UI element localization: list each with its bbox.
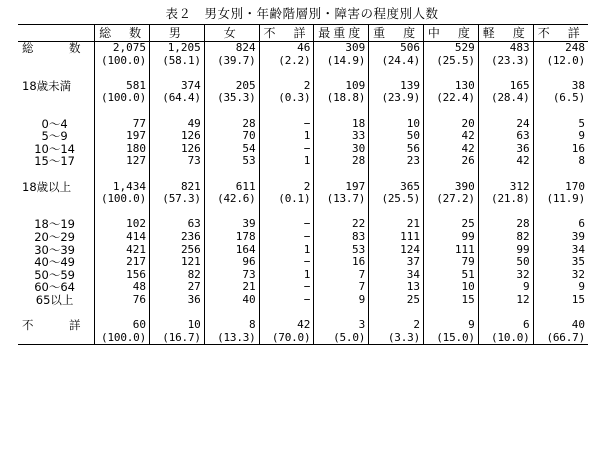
value-cell: −	[259, 294, 314, 307]
value-cell: 821	[150, 181, 205, 194]
percent-cell: (0.3)	[259, 92, 314, 105]
table-row-total-pct	[18, 55, 588, 68]
value-cell: 374	[150, 80, 205, 93]
value-cell: 9	[314, 294, 369, 307]
spacer-cell	[95, 206, 150, 219]
spacer-cell	[478, 105, 533, 118]
value-cell: −	[259, 281, 314, 294]
value-cell: 16	[533, 143, 588, 156]
percent-cell: (5.0)	[314, 332, 369, 345]
spacer-row	[18, 306, 588, 319]
spacer-cell	[95, 105, 150, 118]
table-title: 表２ 男女別・年齢階層別・障害の程度別人数	[165, 6, 439, 21]
row-label: 10～14	[34, 142, 75, 156]
value-cell: 23	[369, 155, 424, 168]
percent-cell: (100.0)	[95, 92, 150, 105]
spacer-cell	[259, 67, 314, 80]
spacer-cell	[369, 168, 424, 181]
percent-cell: (10.0)	[478, 332, 533, 345]
spacer-cell	[314, 105, 369, 118]
value-cell: 483	[478, 42, 533, 55]
value-cell: 217	[95, 256, 150, 269]
spacer-cell	[150, 306, 205, 319]
value-cell: 421	[95, 244, 150, 257]
percent-cell: (100.0)	[95, 332, 150, 345]
value-cell: 1,434	[95, 181, 150, 194]
value-cell: 24	[478, 118, 533, 131]
value-cell: 6	[478, 319, 533, 332]
percent-cell: (13.3)	[204, 332, 259, 345]
table-row-a65	[18, 294, 588, 307]
value-cell: −	[259, 231, 314, 244]
value-cell: 127	[95, 155, 150, 168]
table-row-a18_19	[18, 218, 588, 231]
value-cell: 121	[150, 256, 205, 269]
spacer-cell	[533, 105, 588, 118]
value-cell: 529	[424, 42, 479, 55]
row-label: 60～64	[34, 281, 75, 294]
value-cell: 506	[369, 42, 424, 55]
value-cell: 6	[533, 218, 588, 231]
percent-cell: (28.4)	[478, 92, 533, 105]
row-label-empty	[18, 332, 95, 345]
spacer-cell	[478, 168, 533, 181]
row-label: 50～59	[34, 268, 75, 282]
table-row-unknown	[18, 319, 588, 332]
value-cell: 27	[150, 281, 205, 294]
value-cell: 111	[369, 231, 424, 244]
value-cell: 82	[150, 269, 205, 282]
value-cell: 60	[95, 319, 150, 332]
value-cell: 197	[314, 181, 369, 194]
value-cell: 42	[424, 130, 479, 143]
table-row-under18-pct	[18, 92, 588, 105]
row-label: 18～19	[34, 218, 75, 231]
table-row-total	[18, 42, 588, 55]
value-cell: 164	[204, 244, 259, 257]
value-cell: 46	[259, 42, 314, 55]
spacer-cell	[259, 105, 314, 118]
value-cell: 8	[533, 155, 588, 168]
value-cell: 1	[259, 155, 314, 168]
spacer-cell	[95, 168, 150, 181]
percent-cell: (64.4)	[150, 92, 205, 105]
value-cell: 824	[204, 42, 259, 55]
spacer-cell	[18, 105, 95, 118]
value-cell: −	[259, 118, 314, 131]
value-cell: 15	[533, 294, 588, 307]
row-label: 15～17	[34, 155, 75, 168]
value-cell: 2	[369, 319, 424, 332]
header-degree-unknown: 不 詳	[533, 25, 588, 42]
value-cell: 9	[478, 281, 533, 294]
row-label: 18歳以上	[22, 180, 72, 194]
percent-cell: (14.9)	[314, 55, 369, 68]
value-cell: 79	[424, 256, 479, 269]
spacer-cell	[369, 306, 424, 319]
value-cell: 28	[478, 218, 533, 231]
spacer-row	[18, 206, 588, 219]
value-cell: 32	[533, 269, 588, 282]
value-cell: 28	[314, 155, 369, 168]
spacer-cell	[204, 67, 259, 80]
value-cell: −	[259, 143, 314, 156]
value-cell: 36	[150, 294, 205, 307]
value-cell: 49	[150, 118, 205, 131]
header-sex-unknown: 不 詳	[259, 25, 314, 42]
statistics-table	[18, 24, 588, 345]
spacer-cell	[150, 168, 205, 181]
value-cell: 156	[95, 269, 150, 282]
value-cell: 35	[533, 256, 588, 269]
spacer-cell	[369, 105, 424, 118]
spacer-cell	[424, 206, 479, 219]
value-cell: 1,205	[150, 42, 205, 55]
value-cell: 82	[478, 231, 533, 244]
spacer-cell	[204, 105, 259, 118]
value-cell: −	[259, 218, 314, 231]
corner-cell	[18, 25, 95, 42]
table-row-over18	[18, 181, 588, 194]
value-cell: 126	[150, 143, 205, 156]
percent-cell: (24.4)	[369, 55, 424, 68]
spacer-cell	[259, 168, 314, 181]
value-cell: 109	[314, 80, 369, 93]
value-cell: 180	[95, 143, 150, 156]
row-label: 不 詳	[22, 319, 93, 332]
value-cell: 126	[150, 130, 205, 143]
spacer-cell	[369, 206, 424, 219]
value-cell: 42	[478, 155, 533, 168]
value-cell: 73	[150, 155, 205, 168]
value-cell: 15	[424, 294, 479, 307]
value-cell: 3	[314, 319, 369, 332]
spacer-cell	[478, 306, 533, 319]
value-cell: 77	[95, 118, 150, 131]
value-cell: 48	[95, 281, 150, 294]
value-cell: 39	[204, 218, 259, 231]
table-row-u0_4	[18, 118, 588, 131]
value-cell: 139	[369, 80, 424, 93]
table-row-a50_59	[18, 269, 588, 282]
value-cell: 39	[533, 231, 588, 244]
value-cell: 56	[369, 143, 424, 156]
value-cell: 111	[424, 244, 479, 257]
spacer-cell	[369, 67, 424, 80]
spacer-row	[18, 67, 588, 80]
spacer-cell	[314, 67, 369, 80]
value-cell: 42	[259, 319, 314, 332]
spacer-cell	[95, 306, 150, 319]
value-cell: 50	[369, 130, 424, 143]
spacer-cell	[533, 206, 588, 219]
value-cell: 10	[150, 319, 205, 332]
value-cell: 26	[424, 155, 479, 168]
value-cell: 102	[95, 218, 150, 231]
spacer-cell	[150, 67, 205, 80]
table-row-over18-pct	[18, 193, 588, 206]
value-cell: 178	[204, 231, 259, 244]
percent-cell: (35.3)	[204, 92, 259, 105]
spacer-row	[18, 105, 588, 118]
value-cell: 21	[204, 281, 259, 294]
value-cell: 40	[204, 294, 259, 307]
percent-cell: (23.3)	[478, 55, 533, 68]
value-cell: 63	[478, 130, 533, 143]
spacer-cell	[533, 306, 588, 319]
percent-cell: (6.5)	[533, 92, 588, 105]
percent-cell: (27.2)	[424, 193, 479, 206]
value-cell: 8	[204, 319, 259, 332]
value-cell: −	[259, 256, 314, 269]
percent-cell: (100.0)	[95, 193, 150, 206]
value-cell: 73	[204, 269, 259, 282]
value-cell: 16	[314, 256, 369, 269]
percent-cell: (12.0)	[533, 55, 588, 68]
value-cell: 312	[478, 181, 533, 194]
percent-cell: (66.7)	[533, 332, 588, 345]
percent-cell: (16.7)	[150, 332, 205, 345]
spacer-cell	[18, 168, 95, 181]
value-cell: 256	[150, 244, 205, 257]
row-label: 20～29	[34, 230, 75, 244]
value-cell: 99	[424, 231, 479, 244]
value-cell: 40	[533, 319, 588, 332]
header-row	[18, 25, 588, 42]
value-cell: 414	[95, 231, 150, 244]
table-row-u10_14	[18, 143, 588, 156]
spacer-cell	[18, 67, 95, 80]
value-cell: 236	[150, 231, 205, 244]
value-cell: 9	[424, 319, 479, 332]
table-row-a20_29	[18, 231, 588, 244]
value-cell: 70	[204, 130, 259, 143]
value-cell: 165	[478, 80, 533, 93]
header-total: 総 数	[95, 25, 150, 42]
row-label-empty	[18, 55, 95, 68]
value-cell: 96	[204, 256, 259, 269]
value-cell: 309	[314, 42, 369, 55]
value-cell: 25	[369, 294, 424, 307]
spacer-cell	[533, 168, 588, 181]
spacer-cell	[314, 306, 369, 319]
value-cell: 12	[478, 294, 533, 307]
value-cell: 20	[424, 118, 479, 131]
value-cell: 28	[204, 118, 259, 131]
header-female: 女	[204, 25, 259, 42]
value-cell: 33	[314, 130, 369, 143]
percent-cell: (13.7)	[314, 193, 369, 206]
value-cell: 7	[314, 269, 369, 282]
value-cell: 1	[259, 269, 314, 282]
value-cell: 170	[533, 181, 588, 194]
percent-cell: (2.2)	[259, 55, 314, 68]
row-label-empty	[18, 193, 95, 206]
spacer-cell	[18, 306, 95, 319]
table-row-under18	[18, 80, 588, 93]
spacer-cell	[150, 206, 205, 219]
spacer-row	[18, 168, 588, 181]
percent-cell: (57.3)	[150, 193, 205, 206]
percent-cell: (23.9)	[369, 92, 424, 105]
spacer-cell	[204, 306, 259, 319]
spacer-cell	[259, 206, 314, 219]
value-cell: 25	[424, 218, 479, 231]
value-cell: 9	[533, 130, 588, 143]
value-cell: 51	[424, 269, 479, 282]
spacer-cell	[314, 206, 369, 219]
value-cell: 36	[478, 143, 533, 156]
value-cell: 2,075	[95, 42, 150, 55]
percent-cell: (0.1)	[259, 193, 314, 206]
row-label: 総 数	[22, 41, 93, 55]
header-mild: 軽 度	[478, 25, 533, 42]
spacer-cell	[259, 306, 314, 319]
value-cell: 2	[259, 80, 314, 93]
spacer-cell	[314, 168, 369, 181]
value-cell: 611	[204, 181, 259, 194]
value-cell: 53	[204, 155, 259, 168]
row-label: 40～49	[34, 256, 75, 269]
value-cell: 34	[369, 269, 424, 282]
percent-cell: (100.0)	[95, 55, 150, 68]
value-cell: 34	[533, 244, 588, 257]
value-cell: 83	[314, 231, 369, 244]
row-label: 5～9	[41, 130, 68, 143]
value-cell: 1	[259, 130, 314, 143]
spacer-cell	[478, 206, 533, 219]
value-cell: 18	[314, 118, 369, 131]
value-cell: 390	[424, 181, 479, 194]
spacer-cell	[150, 105, 205, 118]
value-cell: 21	[369, 218, 424, 231]
value-cell: 38	[533, 80, 588, 93]
value-cell: 63	[150, 218, 205, 231]
table-row-u15_17	[18, 155, 588, 168]
table-row-a40_49	[18, 256, 588, 269]
spacer-cell	[478, 67, 533, 80]
spacer-cell	[424, 67, 479, 80]
percent-cell: (42.6)	[204, 193, 259, 206]
spacer-cell	[424, 105, 479, 118]
spacer-cell	[204, 206, 259, 219]
table-row-unknown-pct	[18, 332, 588, 345]
percent-cell: (3.3)	[369, 332, 424, 345]
value-cell: 10	[369, 118, 424, 131]
value-cell: 37	[369, 256, 424, 269]
spacer-cell	[424, 168, 479, 181]
value-cell: 9	[533, 281, 588, 294]
value-cell: 30	[314, 143, 369, 156]
value-cell: 10	[424, 281, 479, 294]
spacer-cell	[18, 206, 95, 219]
value-cell: 197	[95, 130, 150, 143]
value-cell: 130	[424, 80, 479, 93]
value-cell: 50	[478, 256, 533, 269]
table-row-a30_39	[18, 244, 588, 257]
percent-cell: (25.5)	[424, 55, 479, 68]
spacer-cell	[204, 168, 259, 181]
header-male: 男	[150, 25, 205, 42]
percent-cell: (21.8)	[478, 193, 533, 206]
spacer-cell	[95, 67, 150, 80]
row-label: 0～4	[41, 117, 68, 131]
percent-cell: (58.1)	[150, 55, 205, 68]
value-cell: 76	[95, 294, 150, 307]
percent-cell: (18.8)	[314, 92, 369, 105]
header-severe: 重 度	[369, 25, 424, 42]
row-label: 18歳未満	[22, 79, 72, 93]
spacer-cell	[424, 306, 479, 319]
percent-cell: (15.0)	[424, 332, 479, 345]
spacer-cell	[533, 67, 588, 80]
percent-cell: (22.4)	[424, 92, 479, 105]
value-cell: 2	[259, 181, 314, 194]
value-cell: 7	[314, 281, 369, 294]
row-label-empty	[18, 92, 95, 105]
table-row-a60_64	[18, 281, 588, 294]
value-cell: 42	[424, 143, 479, 156]
value-cell: 99	[478, 244, 533, 257]
value-cell: 13	[369, 281, 424, 294]
value-cell: 53	[314, 244, 369, 257]
value-cell: 205	[204, 80, 259, 93]
value-cell: 248	[533, 42, 588, 55]
value-cell: 581	[95, 80, 150, 93]
percent-cell: (39.7)	[204, 55, 259, 68]
value-cell: 32	[478, 269, 533, 282]
header-profound: 最重度	[314, 25, 369, 42]
percent-cell: (25.5)	[369, 193, 424, 206]
percent-cell: (11.9)	[533, 193, 588, 206]
value-cell: 124	[369, 244, 424, 257]
table-row-u5_9	[18, 130, 588, 143]
row-label: 65以上	[35, 293, 74, 307]
percent-cell: (70.0)	[259, 332, 314, 345]
value-cell: 5	[533, 118, 588, 131]
row-label: 30～39	[34, 243, 75, 257]
header-moderate: 中 度	[424, 25, 479, 42]
value-cell: 22	[314, 218, 369, 231]
value-cell: 1	[259, 244, 314, 257]
value-cell: 54	[204, 143, 259, 156]
value-cell: 365	[369, 181, 424, 194]
